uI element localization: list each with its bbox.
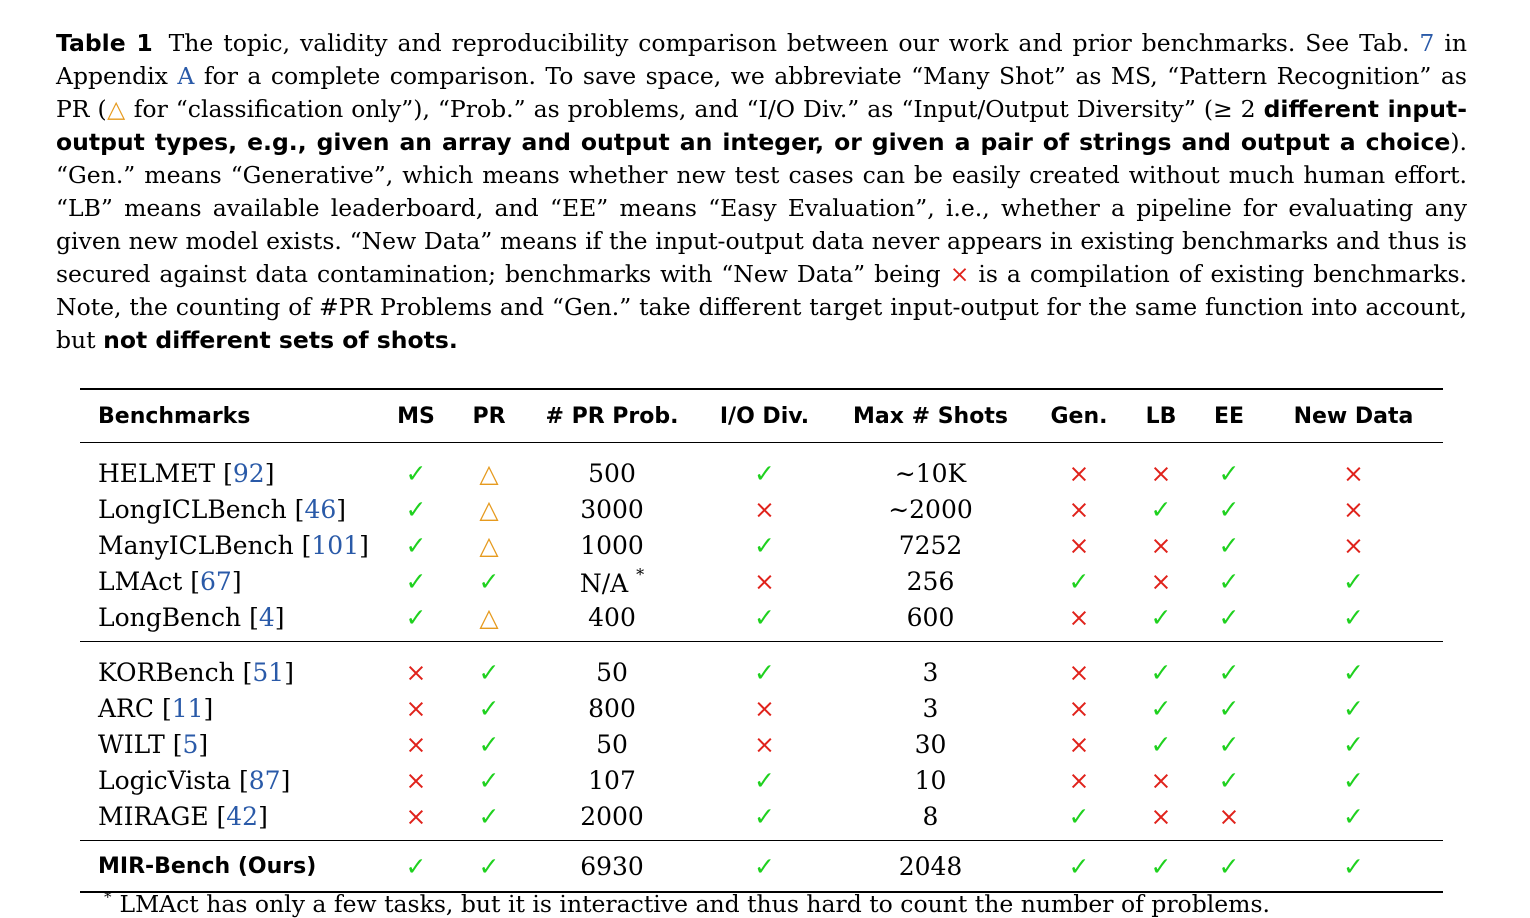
new-data-cell [1264, 726, 1443, 762]
pr-cell [452, 762, 526, 798]
io-diversity-cell [698, 798, 831, 841]
ms-cell [380, 443, 452, 492]
table-row [80, 726, 1443, 762]
caption-text: for “classification only”), “Prob.” as problems, and “I/O Div.” as “Input/Output Diversity” (≥ 2 [133, 95, 1256, 123]
cell-value: 10 [914, 765, 947, 795]
column-header: LB [1128, 389, 1194, 443]
pr-problems-cell [526, 798, 698, 841]
cell-value: 500 [588, 458, 636, 488]
max-shots-cell [831, 599, 1030, 642]
cell-value: 2048 [898, 851, 963, 881]
ms-cell [380, 563, 452, 599]
io-diversity-cell [698, 563, 831, 599]
io-diversity-cell [698, 726, 831, 762]
pr-cell [452, 726, 526, 762]
pr-problems-cell [526, 599, 698, 642]
benchmark-name-cell: KORBench [51] [80, 642, 380, 691]
leaderboard-cell [1128, 762, 1194, 798]
benchmark-name: LongBench [98, 602, 242, 632]
new-data-cell [1264, 563, 1443, 599]
cross-icon: × [949, 260, 970, 288]
cross-icon: × [1150, 530, 1172, 560]
caption-text: The topic, validity and reproducibility comparison between our work and prior benchmarks. See Tab. [168, 29, 1410, 57]
check-icon: ✓ [754, 602, 775, 632]
benchmark-name-cell: LMAct [67] [98, 566, 242, 596]
leaderboard-cell [1128, 491, 1194, 527]
check-icon: ✓ [1343, 693, 1364, 723]
table-row [80, 491, 1443, 527]
check-icon: ✓ [754, 530, 775, 560]
max-shots-cell [831, 841, 1030, 893]
citation-link[interactable]: 11 [171, 693, 204, 723]
cell-value: 30 [914, 729, 947, 759]
check-icon: ✓ [1218, 566, 1240, 596]
io-diversity-cell [698, 599, 831, 642]
benchmark-name: KORBench [98, 657, 235, 687]
ms-cell [380, 642, 452, 691]
ms-cell [380, 491, 452, 527]
check-icon: ✓ [754, 765, 775, 795]
cell-value: 256 [906, 566, 955, 596]
ms-cell [380, 762, 452, 798]
check-icon: ✓ [1068, 801, 1090, 831]
table-row [80, 798, 1443, 841]
max-shots-cell [831, 443, 1030, 492]
cross-icon: × [1218, 801, 1240, 831]
cross-icon: × [1068, 458, 1090, 488]
check-icon: ✓ [405, 494, 427, 524]
check-icon: ✓ [1150, 851, 1172, 881]
table-row [80, 599, 1443, 642]
cell-value: 800 [588, 693, 636, 723]
cross-icon: × [405, 801, 427, 831]
check-icon: ✓ [1068, 566, 1090, 596]
max-shots-cell [831, 726, 1030, 762]
pr-problems-cell [526, 527, 698, 563]
cross-icon: × [1068, 693, 1090, 723]
ms-cell [380, 599, 452, 642]
table-row [80, 443, 1443, 492]
cross-icon: × [405, 765, 427, 795]
check-icon: ✓ [1218, 657, 1240, 687]
citation-link[interactable]: 4 [258, 602, 275, 632]
pr-cell [452, 841, 526, 893]
cross-icon: × [1150, 566, 1172, 596]
citation-link[interactable]: 67 [200, 566, 232, 596]
new-data-cell [1264, 599, 1443, 642]
caption-bold-text: not different sets of shots. [103, 326, 458, 354]
pr-problems-cell [526, 563, 698, 599]
max-shots-cell [831, 642, 1030, 691]
column-header: # PR Prob. [526, 389, 698, 443]
check-icon: ✓ [1150, 693, 1172, 723]
table-caption [56, 27, 1467, 357]
cross-icon: × [1068, 765, 1090, 795]
generative-cell [1030, 690, 1128, 726]
cross-icon: × [405, 729, 427, 759]
benchmark-name: LogicVista [98, 765, 232, 795]
easy-eval-cell [1194, 690, 1264, 726]
easy-eval-cell [1194, 491, 1264, 527]
cell-value: 6930 [580, 851, 644, 881]
generative-cell [1030, 798, 1128, 841]
cross-icon: × [1343, 494, 1364, 524]
easy-eval-cell [1194, 841, 1264, 893]
check-icon: ✓ [478, 765, 500, 795]
cross-icon: × [1068, 602, 1090, 632]
cell-value: 3 [922, 693, 939, 723]
cross-icon: × [1343, 458, 1364, 488]
leaderboard-cell [1128, 690, 1194, 726]
cross-icon: × [1068, 657, 1090, 687]
triangle-icon: △ [479, 494, 499, 524]
benchmark-name: MIRAGE [98, 801, 209, 831]
table-row [80, 762, 1443, 798]
benchmark-name: HELMET [98, 458, 216, 488]
benchmark-name-cell: LongICLBench [46] [98, 494, 347, 524]
benchmark-name-cell: ARC [11] [98, 693, 214, 723]
new-data-cell [1264, 841, 1443, 893]
generative-cell [1030, 491, 1128, 527]
table-body [80, 443, 1443, 893]
benchmark-name-cell: LongBench [4] [98, 602, 285, 632]
check-icon: ✓ [1218, 602, 1240, 632]
pr-cell [452, 642, 526, 691]
check-icon: ✓ [405, 458, 427, 488]
easy-eval-cell [1194, 762, 1264, 798]
cell-value: 7252 [898, 530, 963, 560]
io-diversity-cell [698, 527, 831, 563]
io-diversity-cell [698, 491, 831, 527]
max-shots-cell [831, 563, 1030, 599]
footnote-marker: * [636, 564, 645, 584]
leaderboard-cell [1128, 798, 1194, 841]
cell-value: 600 [906, 602, 955, 632]
citation-link[interactable]: 87 [248, 765, 281, 795]
benchmark-name: MIR-Bench (Ours) [98, 853, 317, 879]
table-row [80, 563, 1443, 599]
benchmark-name: LMAct [98, 566, 183, 596]
cross-icon: × [754, 693, 775, 723]
cell-value: 50 [596, 729, 628, 759]
check-icon: ✓ [754, 458, 775, 488]
cross-icon: × [1343, 530, 1364, 560]
cross-icon: × [754, 566, 775, 596]
check-icon: ✓ [1150, 729, 1172, 759]
check-icon: ✓ [1343, 657, 1364, 687]
column-header: Benchmarks [80, 389, 380, 443]
max-shots-cell [831, 762, 1030, 798]
generative-cell [1030, 726, 1128, 762]
easy-eval-cell [1194, 798, 1264, 841]
pr-problems-cell [526, 841, 698, 893]
max-shots-cell [831, 690, 1030, 726]
easy-eval-cell [1194, 642, 1264, 691]
cell-value: ∼10K [894, 458, 967, 488]
check-icon: ✓ [405, 851, 427, 881]
check-icon: ✓ [754, 801, 775, 831]
pr-cell [452, 527, 526, 563]
pr-cell [452, 599, 526, 642]
cell-value: 1000 [580, 530, 644, 560]
citation-link[interactable]: 101 [311, 530, 360, 560]
io-diversity-cell [698, 841, 831, 893]
generative-cell [1030, 599, 1128, 642]
generative-cell [1030, 443, 1128, 492]
check-icon: ✓ [1343, 851, 1364, 881]
pr-problems-cell [526, 491, 698, 527]
ms-cell [380, 841, 452, 893]
cell-value: 3000 [580, 494, 644, 524]
check-icon: ✓ [754, 657, 775, 687]
easy-eval-cell [1194, 599, 1264, 642]
cross-icon: × [405, 657, 427, 687]
new-data-cell [1264, 762, 1443, 798]
check-icon: ✓ [1343, 801, 1364, 831]
cell-value: N/A [579, 568, 629, 598]
ms-cell [380, 798, 452, 841]
new-data-cell [1264, 798, 1443, 841]
table-row [80, 690, 1443, 726]
column-header: I/O Div. [698, 389, 831, 443]
comparison-table [80, 388, 1443, 893]
check-icon: ✓ [1343, 729, 1364, 759]
table-row [80, 527, 1443, 563]
easy-eval-cell [1194, 563, 1264, 599]
check-icon: ✓ [1218, 693, 1240, 723]
benchmark-name: LongICLBench [98, 494, 287, 524]
check-icon: ✓ [1150, 494, 1172, 524]
pr-problems-cell [526, 690, 698, 726]
max-shots-cell [831, 527, 1030, 563]
check-icon: ✓ [1218, 494, 1240, 524]
citation-link[interactable]: 42 [226, 801, 259, 831]
caption-bold-text: different input-output types, e.g., given an array and output an integer, or given a pair of strings and output a choice [56, 95, 1467, 156]
new-data-cell [1264, 642, 1443, 691]
caption-text: in Appendix [56, 29, 1467, 90]
column-header: MS [380, 389, 452, 443]
benchmark-name-cell: ManyICLBench [101] [98, 530, 369, 560]
check-icon: ✓ [1343, 566, 1364, 596]
check-icon: ✓ [405, 566, 427, 596]
leaderboard-cell [1128, 563, 1194, 599]
caption-text: for a complete comparison. To save space, we abbreviate “Many Shot” as MS, “Pattern Recognition” as PR ( [56, 62, 1467, 123]
generative-cell [1030, 563, 1128, 599]
benchmark-name-cell: LogicVista [87] [98, 765, 291, 795]
ms-cell [380, 726, 452, 762]
caption-text: ). “Gen.” means “Generative”, which means whether new test cases can be easily created without much human effort. “LB” means available leaderboard, and “EE” means “Easy Evaluation”, i.e., whether a pipeline for evaluating any given new model exists. “New Data” means if the input-output data never appears in existing benchmarks and thus is secured against data contamination; benchmarks with “New Data” being [56, 128, 1467, 288]
check-icon: ✓ [478, 693, 500, 723]
generative-cell [1030, 527, 1128, 563]
cell-value: 2000 [580, 801, 644, 831]
easy-eval-cell [1194, 443, 1264, 492]
cross-icon: × [1150, 765, 1172, 795]
citation-link[interactable]: 92 [232, 458, 265, 488]
check-icon: ✓ [478, 657, 500, 687]
check-icon: ✓ [478, 566, 500, 596]
cross-icon: × [405, 693, 427, 723]
io-diversity-cell [698, 762, 831, 798]
pr-problems-cell [526, 443, 698, 492]
leaderboard-cell [1128, 527, 1194, 563]
io-diversity-cell [698, 443, 831, 492]
check-icon: ✓ [1218, 765, 1240, 795]
cross-icon: × [754, 729, 775, 759]
check-icon: ✓ [1150, 602, 1172, 632]
cross-icon: × [1068, 729, 1090, 759]
max-shots-cell [831, 798, 1030, 841]
table-row [80, 642, 1443, 691]
check-icon: ✓ [478, 851, 500, 881]
table-reference-link[interactable]: 7 [1419, 29, 1435, 57]
cross-icon: × [1150, 801, 1172, 831]
max-shots-cell [831, 491, 1030, 527]
citation-link[interactable]: 46 [304, 494, 337, 524]
cross-icon: × [1068, 494, 1090, 524]
cell-value: ∼2000 [888, 494, 973, 524]
check-icon: ✓ [1343, 602, 1364, 632]
generative-cell [1030, 642, 1128, 691]
citation-link[interactable]: 51 [252, 657, 285, 687]
pr-cell [452, 798, 526, 841]
pr-cell [452, 563, 526, 599]
table-label: Table 1 [56, 29, 153, 57]
cross-icon: × [1150, 458, 1172, 488]
new-data-cell [1264, 527, 1443, 563]
check-icon: ✓ [1068, 851, 1090, 881]
generative-cell [1030, 762, 1128, 798]
column-header: EE [1194, 389, 1264, 443]
cell-value: 3 [922, 657, 939, 687]
cell-value: 50 [596, 657, 628, 687]
leaderboard-cell [1128, 599, 1194, 642]
leaderboard-cell [1128, 443, 1194, 492]
check-icon: ✓ [1218, 851, 1240, 881]
new-data-cell [1264, 690, 1443, 726]
pr-problems-cell [526, 762, 698, 798]
table-row [80, 841, 1443, 893]
cell-value: 8 [922, 801, 939, 831]
triangle-icon: △ [479, 602, 499, 632]
pr-problems-cell [526, 642, 698, 691]
check-icon: ✓ [754, 851, 775, 881]
easy-eval-cell [1194, 527, 1264, 563]
triangle-icon: △ [479, 458, 499, 488]
check-icon: ✓ [1218, 530, 1240, 560]
generative-cell [1030, 841, 1128, 893]
cross-icon: × [1068, 530, 1090, 560]
check-icon: ✓ [1218, 729, 1240, 759]
leaderboard-cell [1128, 726, 1194, 762]
pr-cell [452, 491, 526, 527]
column-header: PR [452, 389, 526, 443]
ms-cell [380, 527, 452, 563]
benchmark-name-cell: HELMET [92] [98, 458, 275, 488]
triangle-icon: △ [479, 530, 499, 560]
cross-icon: × [754, 494, 775, 524]
column-header: Max # Shots [831, 389, 1030, 443]
benchmark-name: ARC [98, 693, 155, 723]
cell-value: 400 [588, 602, 636, 632]
ms-cell [380, 690, 452, 726]
table-footnote [104, 888, 1270, 918]
header-row [80, 389, 1443, 443]
citation-link[interactable]: 5 [182, 729, 199, 759]
footnote-marker: * [104, 888, 112, 906]
appendix-reference-link[interactable]: A [177, 62, 195, 90]
benchmark-name-cell: WILT [5] [98, 729, 209, 759]
check-icon: ✓ [1343, 765, 1364, 795]
leaderboard-cell [1128, 642, 1194, 691]
pr-cell [452, 443, 526, 492]
easy-eval-cell [1194, 726, 1264, 762]
benchmark-name-cell [80, 841, 380, 893]
check-icon: ✓ [1150, 657, 1172, 687]
new-data-cell [1264, 443, 1443, 492]
pr-cell [452, 690, 526, 726]
check-icon: ✓ [478, 729, 500, 759]
triangle-icon: △ [106, 95, 126, 123]
check-icon: ✓ [478, 801, 500, 831]
check-icon: ✓ [1218, 458, 1240, 488]
footnote-text: LMAct has only a few tasks, but it is interactive and thus hard to count the number of problems. [119, 890, 1270, 918]
io-diversity-cell [698, 690, 831, 726]
io-diversity-cell [698, 642, 831, 691]
column-header: Gen. [1030, 389, 1128, 443]
new-data-cell [1264, 491, 1443, 527]
check-icon: ✓ [405, 530, 427, 560]
caption-text: is a compilation of existing benchmarks. Note, the counting of #PR Problems and “Gen.” take different target input-output for the same function into account, but [56, 260, 1467, 354]
check-icon: ✓ [405, 602, 427, 632]
pr-problems-cell [526, 726, 698, 762]
column-header: New Data [1264, 389, 1443, 443]
benchmark-name: WILT [98, 729, 165, 759]
cell-value: 107 [588, 765, 636, 795]
leaderboard-cell [1128, 841, 1194, 893]
benchmark-name-cell: MIRAGE [42] [98, 801, 268, 831]
benchmark-name: ManyICLBench [98, 530, 294, 560]
